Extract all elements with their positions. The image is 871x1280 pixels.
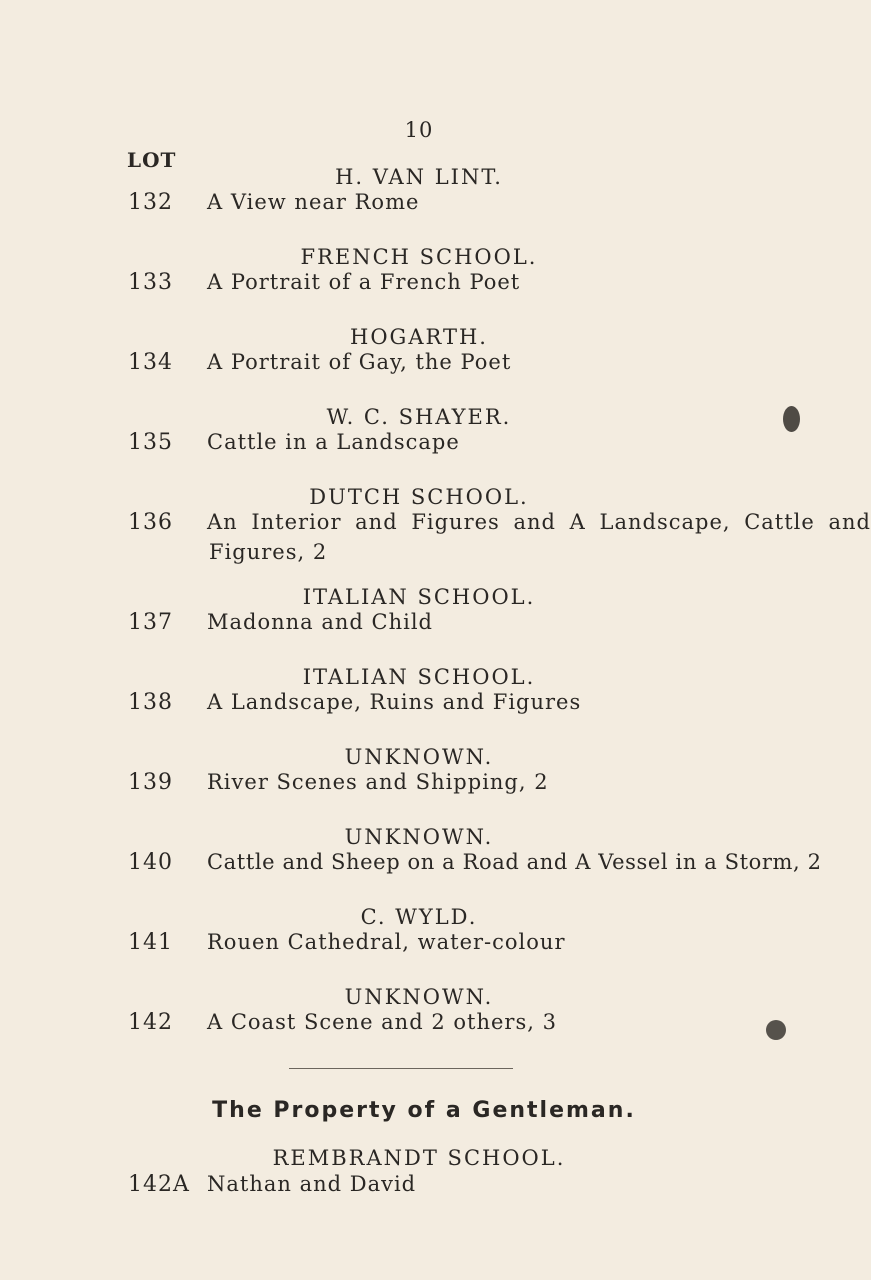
- lot-number: 139: [128, 770, 173, 795]
- artist-name: UNKNOWN.: [344, 985, 494, 1009]
- property-heading: The Property of a Gentleman.: [212, 1098, 636, 1123]
- lot-title: Rouen Cathedral, water-colour: [207, 930, 566, 954]
- artist-name: DUTCH SCHOOL.: [309, 485, 529, 509]
- artist-name: HOGARTH.: [350, 325, 488, 349]
- lot-title: A Coast Scene and 2 others, 3: [207, 1010, 557, 1034]
- lot-number: 141: [128, 930, 173, 955]
- lot-title: Madonna and Child: [207, 610, 433, 634]
- artist-name: ITALIAN SCHOOL.: [302, 585, 536, 609]
- artist-name: FRENCH SCHOOL.: [300, 245, 538, 269]
- lot-title: A Portrait of a French Poet: [207, 270, 521, 294]
- artist-name: UNKNOWN.: [344, 825, 494, 849]
- lot-title: A Portrait of Gay, the Poet: [207, 350, 512, 374]
- artist-name: UNKNOWN.: [344, 745, 494, 769]
- lot-number: 138: [128, 690, 173, 715]
- lot-number: 140: [128, 850, 173, 875]
- lot-number: 135: [128, 430, 173, 455]
- lot-number: 132: [128, 190, 173, 215]
- final-lot-title: Nathan and David: [207, 1172, 417, 1196]
- lot-title-continued: Figures, 2: [209, 540, 328, 564]
- section-divider: [289, 1068, 513, 1069]
- lot-number: 134: [128, 350, 173, 375]
- lot-number: 142: [128, 1010, 173, 1035]
- artist-name: C. WYLD.: [360, 905, 478, 929]
- artist-name: H. VAN LINT.: [335, 165, 503, 189]
- lot-title: An Interior and Figures and A Landscape, Cattle and: [207, 510, 871, 534]
- lot-title: Cattle and Sheep on a Road and A Vessel in a Storm, 2: [207, 850, 822, 874]
- final-lot-number: 142A: [128, 1172, 190, 1197]
- lot-number: 136: [128, 510, 173, 535]
- final-artist: REMBRANDT SCHOOL.: [272, 1146, 566, 1170]
- lot-title: River Scenes and Shipping, 2: [207, 770, 549, 794]
- paper-stain: [766, 1020, 786, 1040]
- artist-name: W. C. SHAYER.: [326, 405, 512, 429]
- artist-name: ITALIAN SCHOOL.: [302, 665, 536, 689]
- lot-title: A Landscape, Ruins and Figures: [207, 690, 582, 714]
- lot-column-header: LOT: [127, 148, 177, 172]
- lot-title: Cattle in a Landscape: [207, 430, 460, 454]
- paper-stain: [783, 406, 800, 432]
- page-number: 10: [404, 118, 434, 142]
- lot-number: 137: [128, 610, 173, 635]
- lot-title: A View near Rome: [207, 190, 420, 214]
- lot-number: 133: [128, 270, 173, 295]
